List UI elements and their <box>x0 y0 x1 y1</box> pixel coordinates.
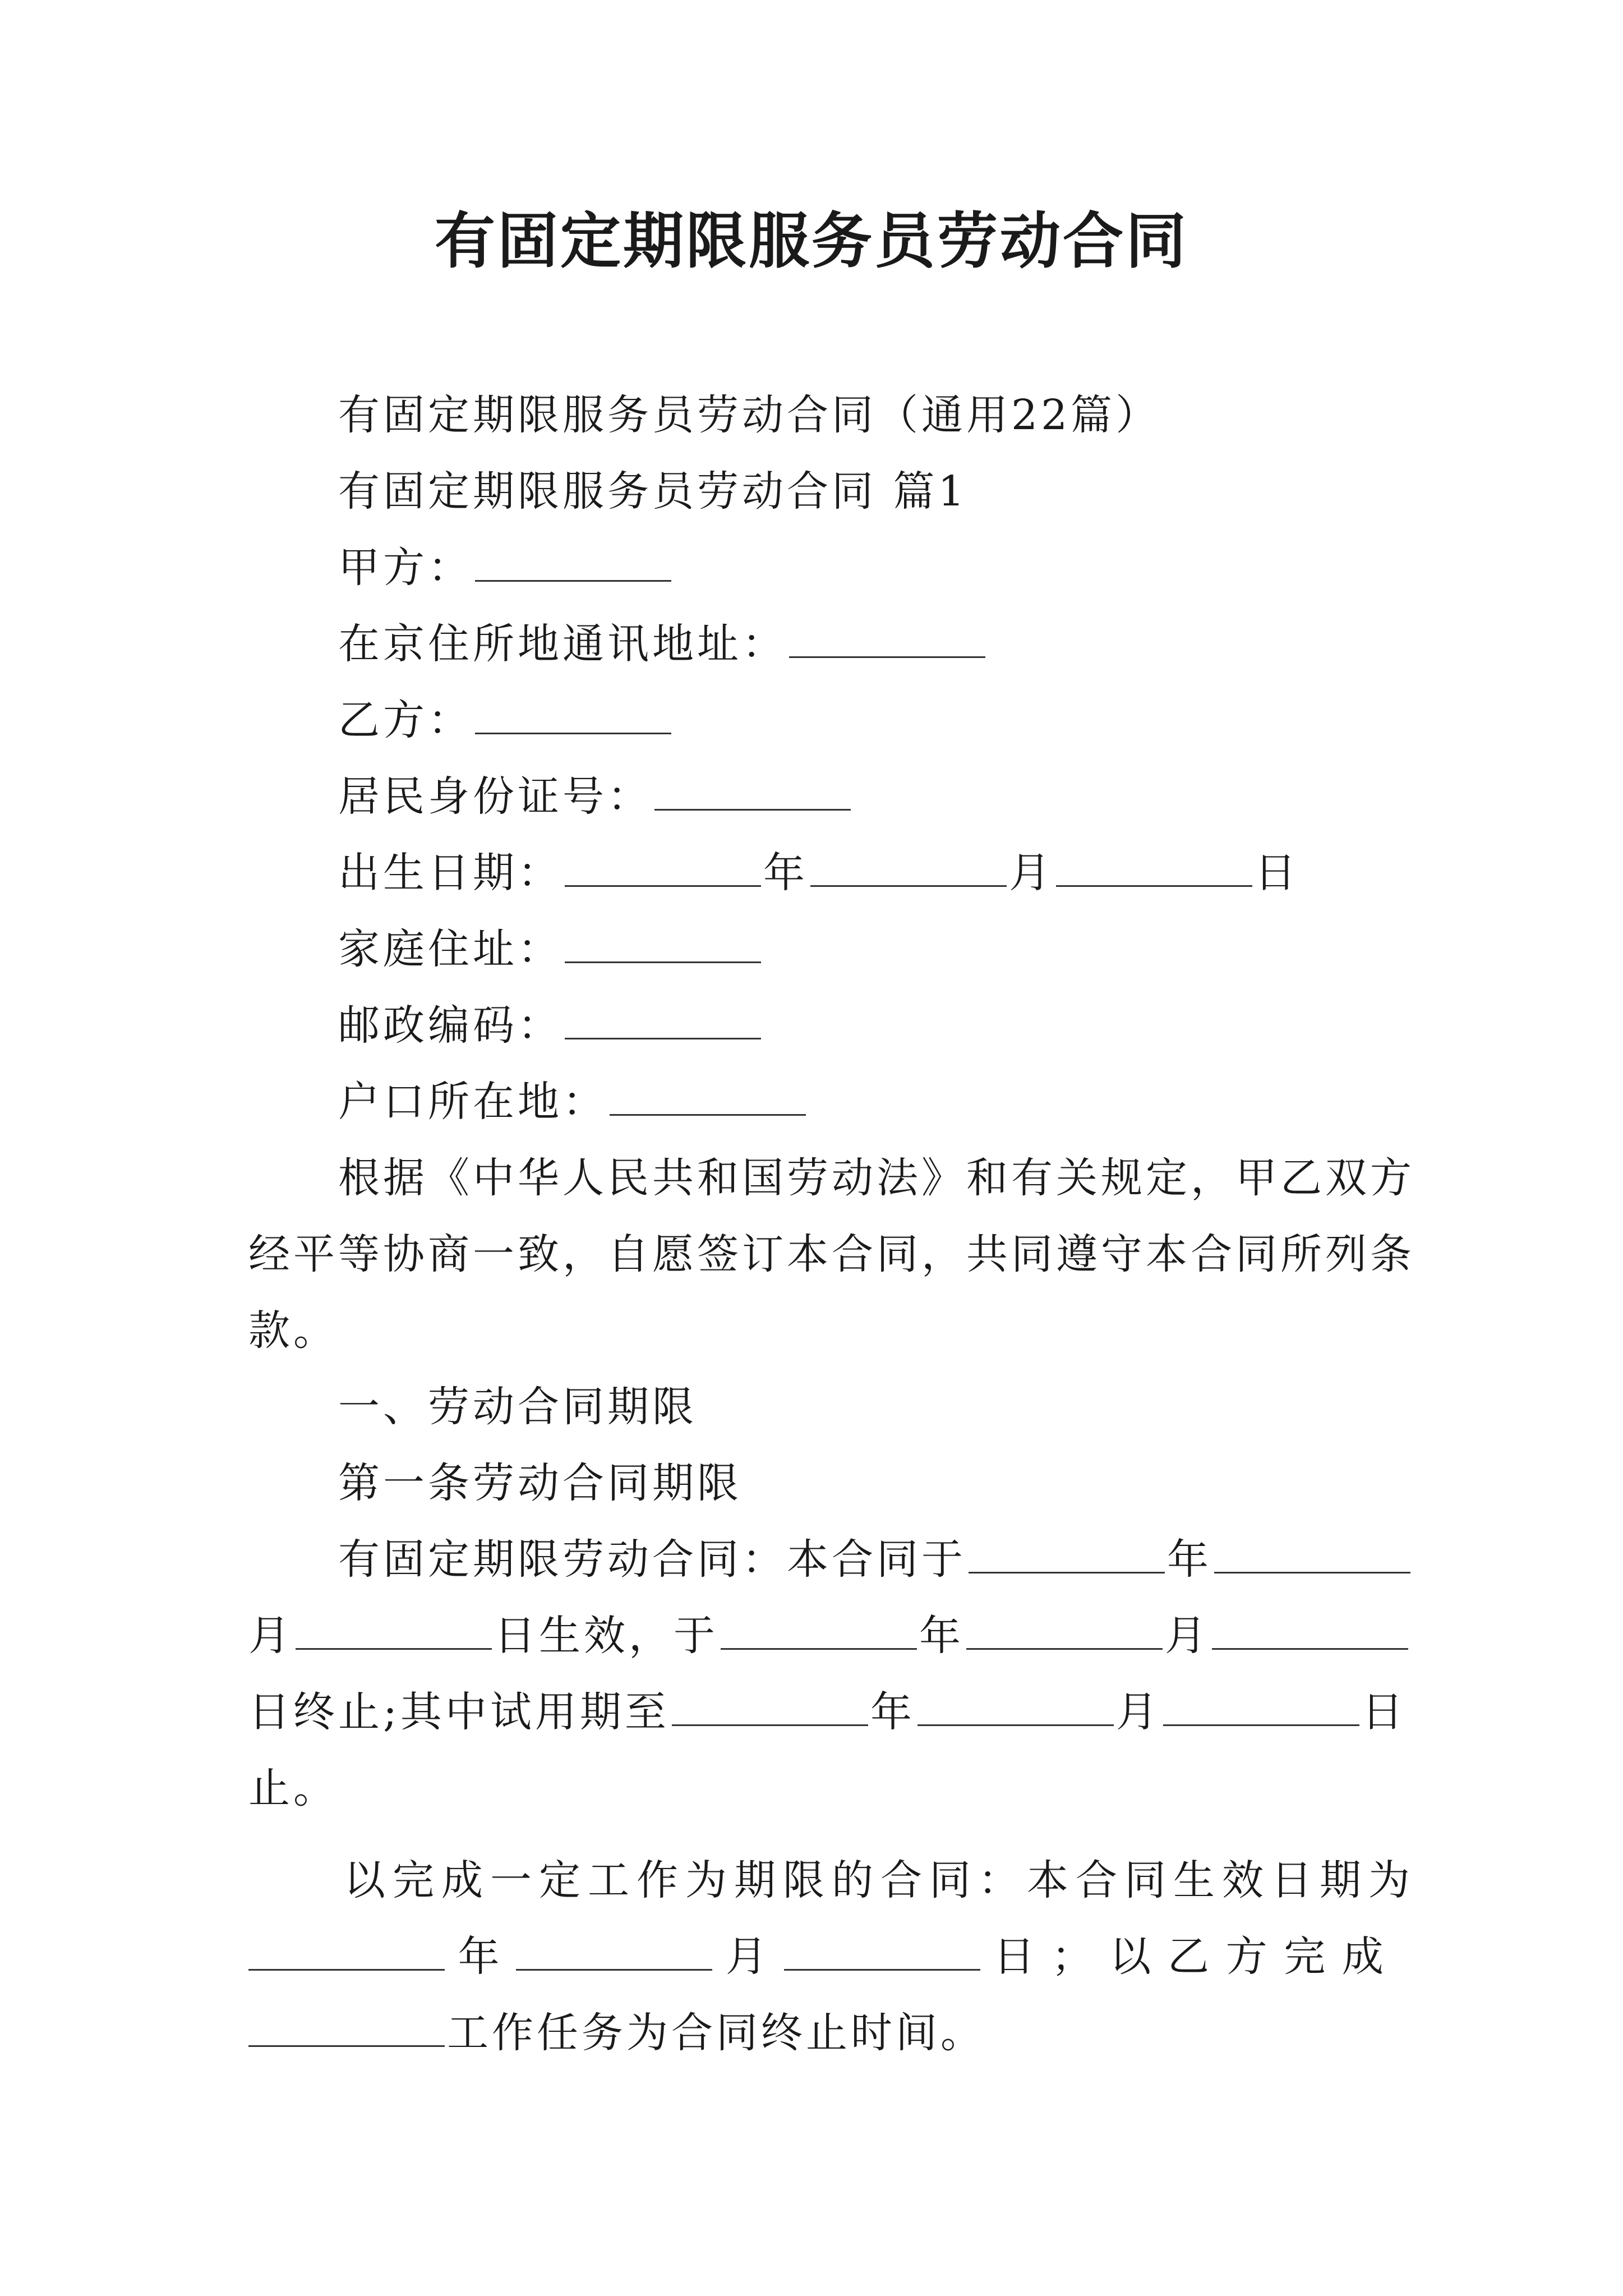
month-label: 月 <box>725 1932 771 1981</box>
start-year-blank <box>969 1538 1165 1573</box>
year-label: 年 <box>919 1612 964 1660</box>
month-label: 月 <box>1165 1612 1210 1660</box>
intro-line-1: 根据《中华人民共和国劳动法》和有关规定，甲乙双方 <box>338 1154 1415 1202</box>
article-one-heading: 第一条劳动合同期限 <box>338 1459 742 1507</box>
tail-char: 以 <box>1109 1932 1155 1981</box>
end-day-blank <box>1212 1614 1408 1650</box>
postal-code-label: 邮政编码： <box>338 1001 562 1050</box>
intro-line-2: 经平等协商一致，自愿签订本合同，共同遵守本合同所列条 <box>248 1230 1415 1278</box>
birth-date-row <box>248 845 1387 901</box>
address-label: 在京住所地通讯地址： <box>338 620 787 668</box>
section-heading: 有固定期限服务员劳动合同 篇1 <box>338 467 968 516</box>
id-number-row <box>248 769 1387 825</box>
chapter-one-heading: 一、劳动合同期限 <box>338 1383 697 1431</box>
year-label: 年 <box>1167 1535 1212 1584</box>
month-label: 月 <box>1009 849 1054 897</box>
party-b-blank <box>475 699 671 734</box>
day-label: 日 <box>1255 849 1299 897</box>
fixed-term-intro: 有固定期限劳动合同：本合同于 <box>338 1535 966 1584</box>
tail-char: 完 <box>1284 1932 1329 1981</box>
start-month-blank <box>1214 1538 1410 1573</box>
month-label: 月 <box>248 1612 293 1660</box>
task-contract-line-1: 以完成一定工作为期限的合同：本合同生效日期为 <box>344 1856 1417 1904</box>
fixed-term-line-1 <box>248 1531 1387 1588</box>
end-text: 日终止;其中试用期至 <box>248 1688 670 1736</box>
end-year-blank <box>721 1614 917 1650</box>
home-address-label: 家庭住址： <box>338 925 562 973</box>
task-contract-end-text: 工作任务为合同终止时间。 <box>447 2009 985 2057</box>
party-a-blank <box>475 546 671 582</box>
birth-year-blank <box>565 852 761 887</box>
task-day-blank <box>784 1935 980 1971</box>
task-year-blank <box>248 1935 445 1971</box>
year-label: 年 <box>458 1932 503 1981</box>
hukou-label: 户口所在地： <box>338 1078 607 1126</box>
address-blank <box>789 623 985 658</box>
task-work-blank <box>248 2012 445 2047</box>
fixed-term-line-4: 止。 <box>248 1764 338 1812</box>
home-address-blank <box>565 928 761 963</box>
year-label: 年 <box>763 849 808 897</box>
id-number-label: 居民身份证号： <box>338 772 652 821</box>
year-label: 年 <box>870 1688 915 1736</box>
postal-code-blank <box>565 1004 761 1039</box>
tail-char: ； <box>1051 1932 1096 1981</box>
task-contract-line-2 <box>248 1929 1387 1985</box>
birth-month-blank <box>810 852 1007 887</box>
birth-day-blank <box>1056 852 1252 887</box>
birth-date-label: 出生日期： <box>338 849 562 897</box>
tail-char: 成 <box>1341 1932 1387 1981</box>
intro-line-3: 款。 <box>248 1306 338 1355</box>
postal-code-row <box>248 997 1387 1053</box>
document-title: 有固定期限服务员劳动合同 <box>434 206 1188 277</box>
end-month-blank <box>966 1614 1163 1650</box>
fixed-term-line-3 <box>248 1684 1407 1740</box>
probation-year-blank <box>672 1691 868 1726</box>
party-a-label: 甲方： <box>338 544 473 592</box>
fixed-term-line-2 <box>248 1608 1387 1664</box>
probation-day-blank <box>1163 1691 1359 1726</box>
start-day-blank <box>296 1614 492 1650</box>
party-a-row <box>248 540 1387 596</box>
document-subtitle: 有固定期限服务员劳动合同（通用22篇） <box>338 391 1161 439</box>
day-label: 日 <box>1361 1688 1407 1736</box>
party-b-label: 乙方： <box>338 696 473 744</box>
task-contract-line-3 <box>248 2005 1387 2061</box>
tail-char: 方 <box>1225 1932 1271 1981</box>
probation-month-blank <box>917 1691 1114 1726</box>
month-label: 月 <box>1115 1688 1161 1736</box>
task-month-blank <box>516 1935 712 1971</box>
address-row <box>248 616 1387 672</box>
party-b-row <box>248 692 1387 748</box>
hukou-blank <box>610 1080 806 1116</box>
tail-char: 日 <box>993 1932 1039 1981</box>
id-number-blank <box>654 775 851 811</box>
home-address-row <box>248 921 1387 977</box>
effective-text: 日生效，于 <box>494 1612 718 1660</box>
tail-char: 乙 <box>1168 1932 1212 1981</box>
hukou-row <box>248 1074 1387 1130</box>
